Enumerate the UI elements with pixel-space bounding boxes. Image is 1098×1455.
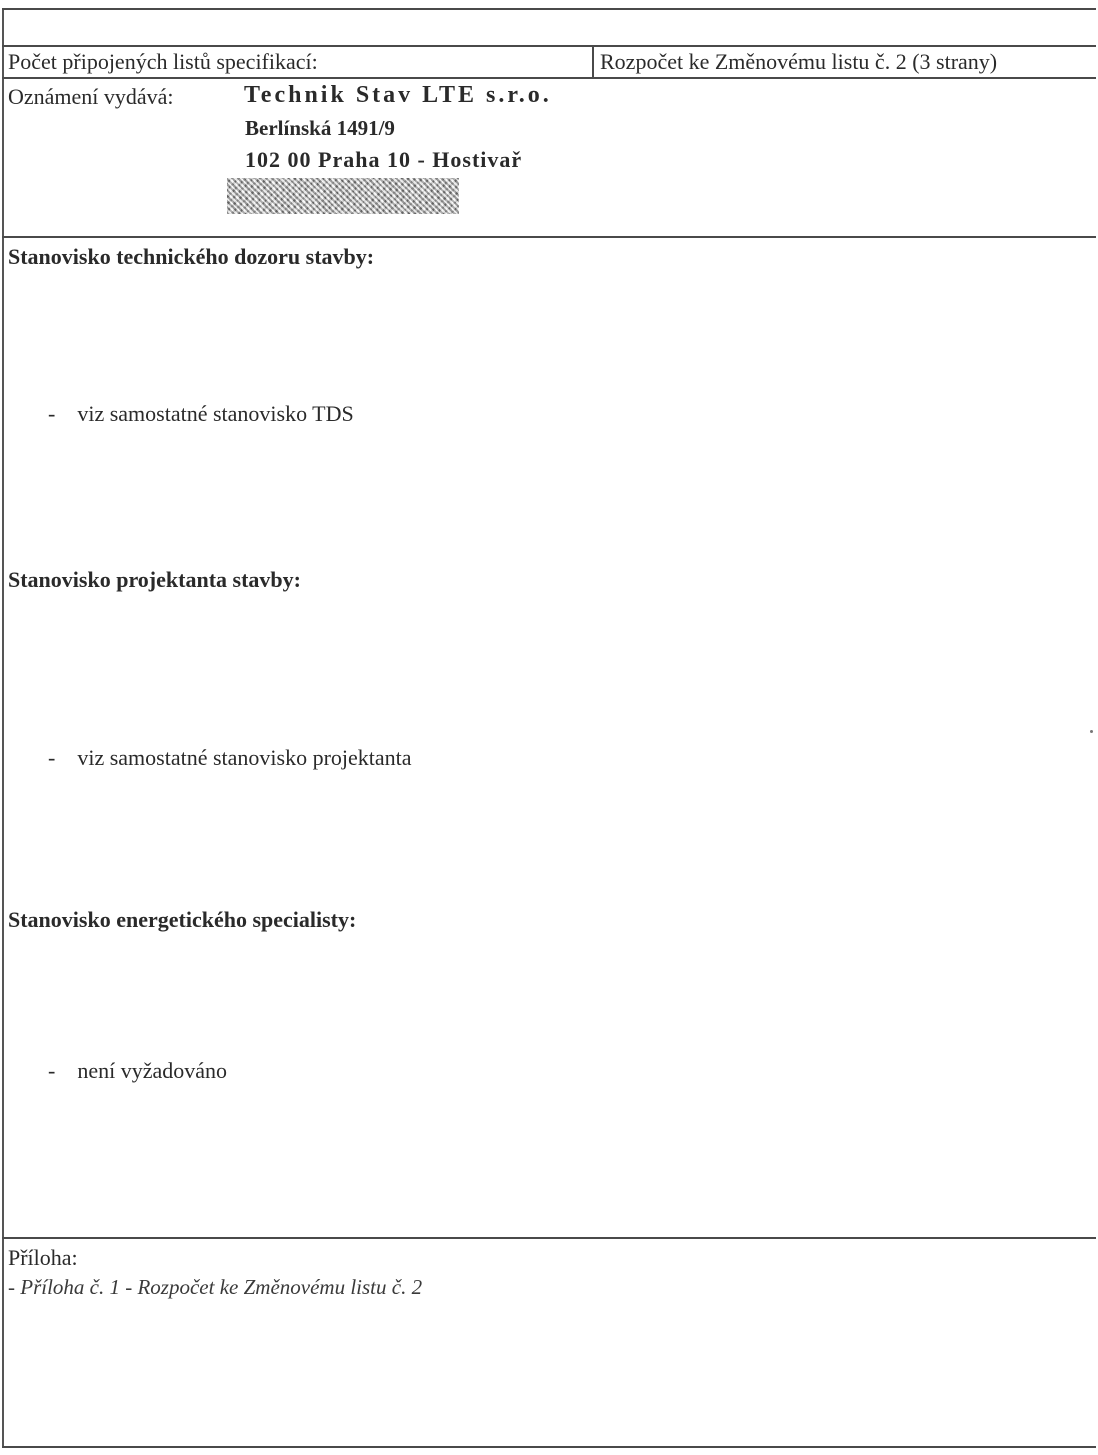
document-frame [2,8,1096,1448]
issuer-label: Oznámení vydává: [8,84,174,109]
attachment-label: Příloha: [8,1245,78,1270]
section-item-energetik: - není vyžadováno [48,1058,227,1083]
section-item-projektant: - viz samostatné stanovisko projektanta [48,745,412,770]
issuer-street: Berlínská 1491/9 [245,116,395,140]
scan-speck [1090,730,1093,733]
header-divider-line [2,45,1096,47]
attachment-divider-line [2,1237,1096,1239]
redacted-area [227,178,459,214]
issuer-city: 102 00 Praha 10 - Hostivař [245,147,523,172]
issuer-company-name: Technik Stav LTE s.r.o. [244,82,552,108]
header-cell-divider [592,45,594,78]
attachment-item: - Příloha č. 1 - Rozpočet ke Změnovému listu č. 2 [8,1275,423,1299]
attached-sheets-value: Rozpočet ke Změnovému listu č. 2 (3 strany) [600,49,998,74]
issuer-divider-line [2,236,1096,238]
section-item-tds: - viz samostatné stanovisko TDS [48,401,354,426]
section-heading-tds: Stanovisko technického dozoru stavby: [8,244,375,269]
bottom-border-line [2,1446,1096,1448]
attached-sheets-label: Počet připojených listů specifikací: [8,49,318,74]
section-heading-energetik: Stanovisko energetického specialisty: [8,907,357,932]
row-divider-line [2,77,1096,79]
top-border-line [2,8,1096,10]
section-heading-projektant: Stanovisko projektanta stavby: [8,567,301,592]
